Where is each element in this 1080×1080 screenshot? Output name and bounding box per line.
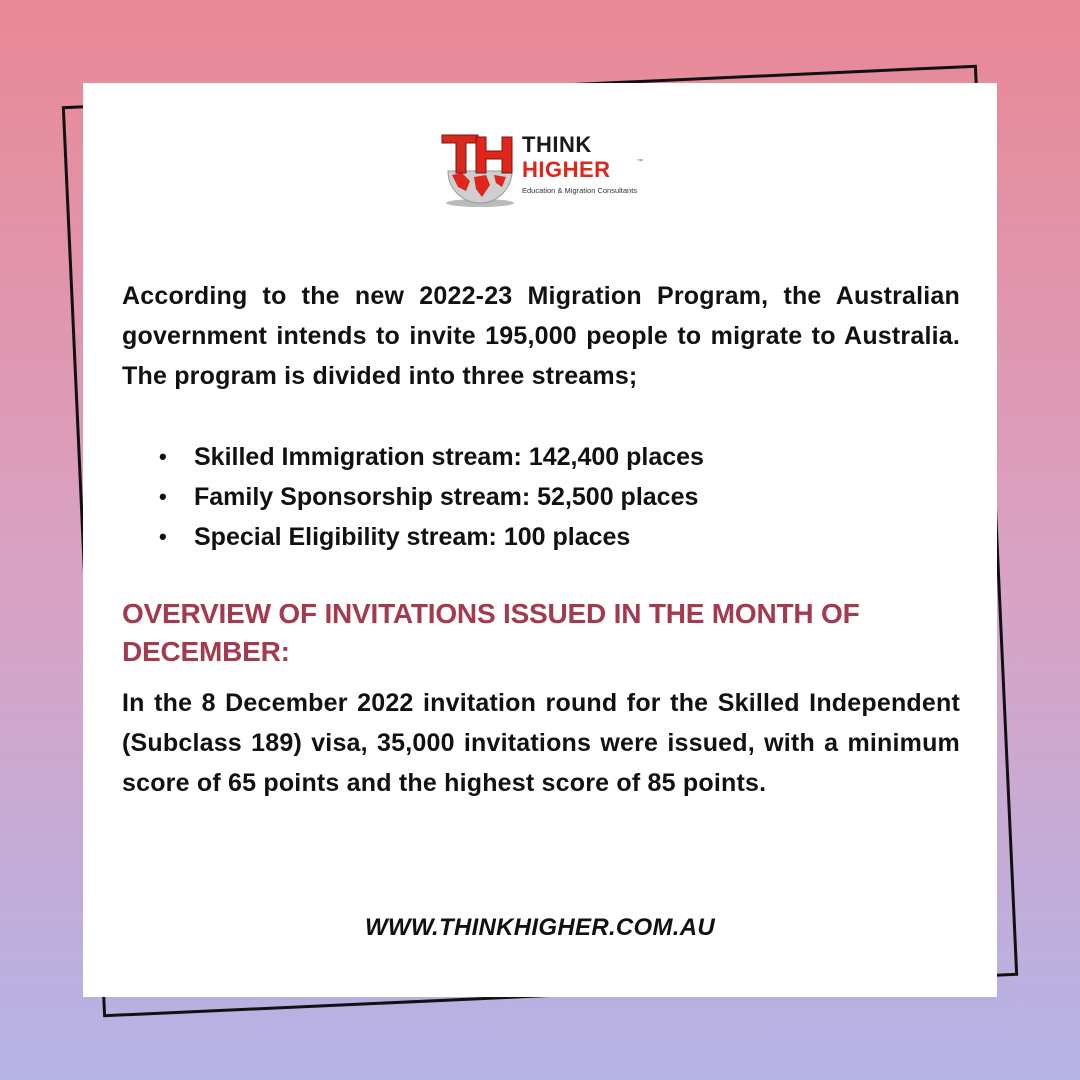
globe-logo-icon — [440, 131, 520, 209]
brand-name-line2: HIGHER — [522, 157, 611, 182]
stream-skilled: Skilled Immigration stream: 142,400 places — [194, 443, 704, 471]
list-item — [122, 437, 882, 477]
intro-paragraph: According to the new 2022-23 Migration Program, the Australian government intends to invite 195,000 people to migrate to Australia. The program is divided into three streams; — [122, 282, 960, 390]
bullet-icon: • — [159, 444, 167, 469]
streams-list — [122, 437, 882, 557]
list-item — [122, 517, 882, 557]
trademark-symbol: ™ — [637, 159, 643, 165]
bullet-icon: • — [159, 484, 167, 509]
think-higher-logo — [440, 131, 650, 211]
overview-paragraph: In the 8 December 2022 invitation round for the Skilled Independent (Subclass 189) visa, 35,000 invitations were issued, with a minimum score of 65 points and the highest score of 85 points. — [122, 689, 960, 797]
bullet-icon: • — [159, 524, 167, 549]
website-url: WWW.THINKHIGHER.COM.AU — [364, 914, 716, 941]
brand-tagline: Education & Migration Consultants — [522, 186, 638, 195]
brand-name-line1: THINK — [522, 132, 592, 157]
overview-heading: OVERVIEW OF INVITATIONS ISSUED IN THE MONTH OF DECEMBER: — [122, 598, 860, 667]
stream-family: Family Sponsorship stream: 52,500 places — [194, 483, 699, 511]
list-item — [122, 477, 882, 517]
stream-special: Special Eligibility stream: 100 places — [194, 523, 631, 551]
